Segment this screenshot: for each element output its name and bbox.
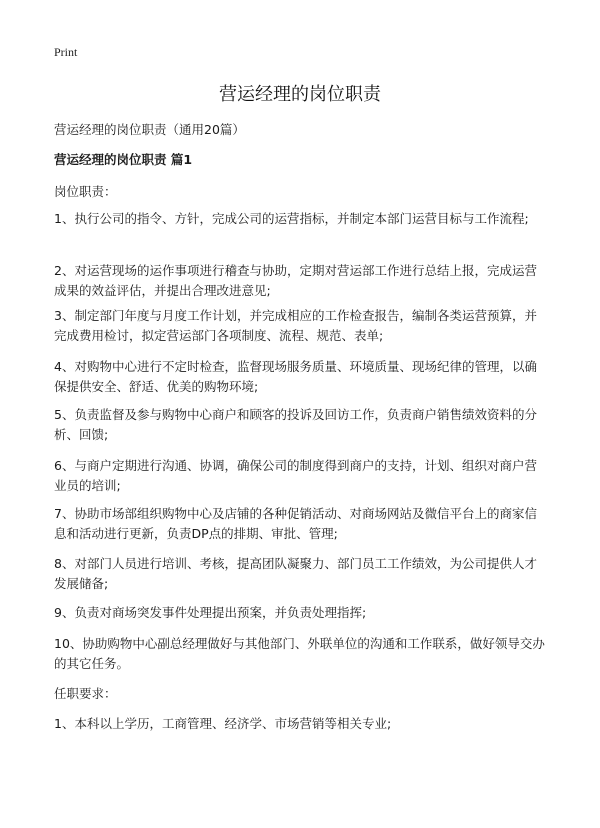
section-heading: 营运经理的岗位职责 篇1 [54,152,193,167]
duty-item-1: 1、执行公司的指令、方针，完成公司的运营指标，并制定本部门运营目标与工作流程; [54,211,529,226]
duty-item-6: 6、与商户定期进行沟通、协调，确保公司的制度得到商户的支持，计划、组织对商户营业员的培训; [54,458,537,493]
print-link[interactable]: Print [54,45,78,59]
document-subtitle: 营运经理的岗位职责（通用20篇） [54,122,245,137]
duty-item-3: 3、制定部门年度与月度工作计划，并完成相应的工作检查报告，编制各类运营预算，并完成费用检讨，拟定营运部门各项制度、流程、规范、表单; [54,308,537,343]
requirement-item-1: 1、本科以上学历，工商管理、经济学、市场营销等相关专业; [54,716,392,731]
duty-item-10: 10、协助购物中心副总经理做好与其他部门、外联单位的沟通和工作联系，做好领导交办的其它任务。 [54,636,545,671]
duties-label: 岗位职责： [54,184,117,199]
duty-item-7: 7、协助市场部组织购物中心及店铺的各种促销活动、对商场网站及微信平台上的商家信息和活动进行更新，负责DP点的排期、审批、管理; [54,506,537,541]
duty-item-9: 9、负责对商场突发事件处理提出预案，并负责处理指挥; [54,605,367,620]
duty-item-5: 5、负责监督及参与购物中心商户和顾客的投诉及回访工作，负责商户销售绩效资料的分析、回馈; [54,407,537,442]
page-title: 营运经理的岗位职责 [219,84,381,105]
duty-item-8: 8、对部门人员进行培训、考核，提高团队凝聚力、部门员工工作绩效，为公司提供人才发展储备; [54,556,537,591]
duty-item-2: 2、对运营现场的运作事项进行稽查与协助，定期对营运部工作进行总结上报，完成运营成果的效益评估，并提出合理改进意见; [54,263,537,298]
requirements-label: 任职要求： [54,686,117,701]
duty-item-4: 4、对购物中心进行不定时检查，监督现场服务质量、环境质量、现场纪律的管理，以确保提供安全、舒适、优美的购物环境; [54,359,537,394]
